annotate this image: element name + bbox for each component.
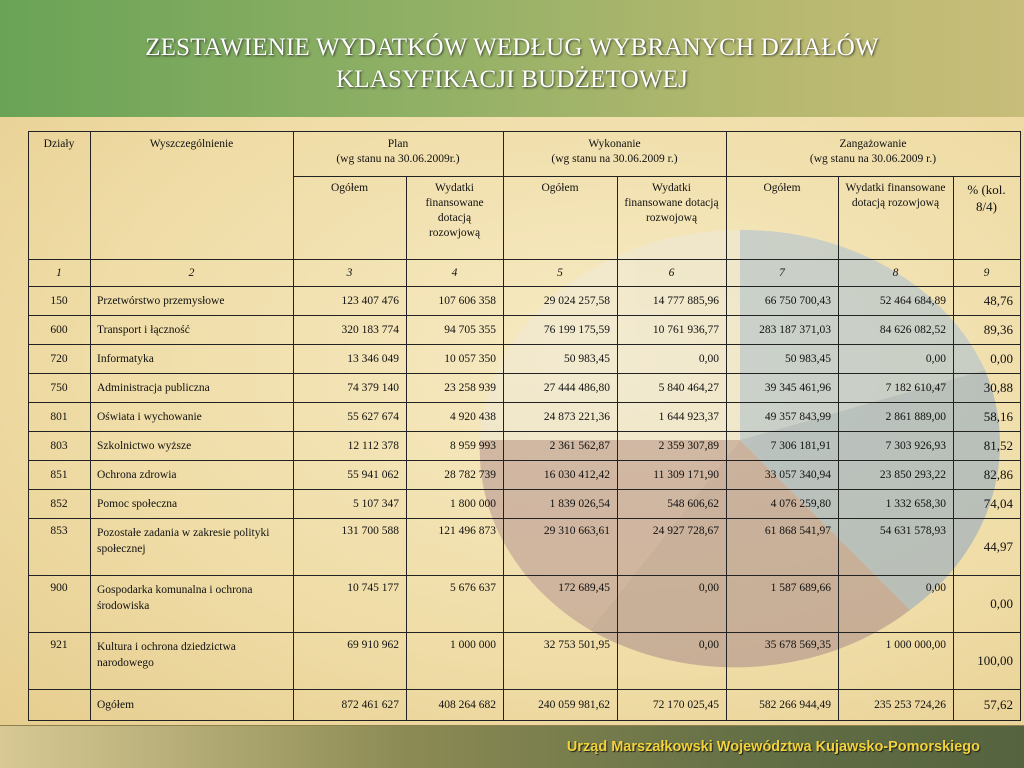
plan-total: 74 379 140 — [294, 374, 407, 403]
section-name: Pozostałe zadania w zakresie polityki społecznej — [91, 519, 294, 576]
execution-development-grant: 10 761 936,77 — [618, 316, 727, 345]
plan-total: 13 346 049 — [294, 345, 407, 374]
section-code — [29, 690, 91, 721]
execution-total: 50 983,45 — [504, 345, 618, 374]
execution-development-grant: 24 927 728,67 — [618, 519, 727, 576]
plan-development-grant: 4 920 438 — [407, 403, 504, 432]
commitment-percent: 48,76 — [954, 287, 1021, 316]
plan-development-grant: 121 496 873 — [407, 519, 504, 576]
table-row — [29, 519, 1021, 576]
section-name: Administracja publiczna — [91, 374, 294, 403]
budget-table — [28, 131, 1021, 721]
header-zaangazowanie — [727, 132, 1021, 177]
execution-total: 16 030 412,42 — [504, 461, 618, 490]
header-plan-wydatki: Wydatki finansowane dotacją rozowjową — [407, 177, 504, 260]
execution-development-grant: 0,00 — [618, 576, 727, 633]
commitment-total: 49 357 843,99 — [727, 403, 839, 432]
commitment-total: 7 306 181,91 — [727, 432, 839, 461]
commitment-development-grant: 54 631 578,93 — [839, 519, 954, 576]
title-banner — [0, 0, 1024, 117]
execution-development-grant: 11 309 171,90 — [618, 461, 727, 490]
commitment-total: 1 587 689,66 — [727, 576, 839, 633]
commitment-total: 283 187 371,03 — [727, 316, 839, 345]
header-wykonanie-note: (wg stanu na 30.06.2009 r.) — [551, 153, 678, 165]
column-index-row — [29, 260, 1021, 287]
section-code: 150 — [29, 287, 91, 316]
commitment-development-grant: 2 861 889,00 — [839, 403, 954, 432]
commitment-total: 66 750 700,43 — [727, 287, 839, 316]
execution-total: 172 689,45 — [504, 576, 618, 633]
execution-total: 2 361 562,87 — [504, 432, 618, 461]
footer-institution: Urząd Marszałkowski Województwa Kujawsko-Pomorskiego — [566, 739, 980, 755]
plan-total: 69 910 962 — [294, 633, 407, 690]
budget-table-container — [28, 131, 1021, 721]
column-index: 3 — [294, 260, 407, 287]
header-percent: % (kol. 8/4) — [954, 177, 1021, 260]
header-zaangazowanie-wydatki: Wydatki finansowane dotacją rozowjową — [839, 177, 954, 260]
commitment-total: 35 678 569,35 — [727, 633, 839, 690]
header-wykonanie-label: Wykonanie — [588, 138, 641, 150]
plan-total: 872 461 627 — [294, 690, 407, 721]
commitment-percent: 0,00 — [954, 576, 1021, 633]
plan-total: 131 700 588 — [294, 519, 407, 576]
commitment-total: 61 868 541,97 — [727, 519, 839, 576]
section-code: 720 — [29, 345, 91, 374]
plan-development-grant: 107 606 358 — [407, 287, 504, 316]
commitment-total: 50 983,45 — [727, 345, 839, 374]
table-row — [29, 287, 1021, 316]
section-code: 853 — [29, 519, 91, 576]
plan-development-grant: 408 264 682 — [407, 690, 504, 721]
plan-total: 12 112 378 — [294, 432, 407, 461]
section-name: Przetwórstwo przemysłowe — [91, 287, 294, 316]
commitment-development-grant: 0,00 — [839, 576, 954, 633]
section-code: 921 — [29, 633, 91, 690]
section-code: 851 — [29, 461, 91, 490]
execution-total: 32 753 501,95 — [504, 633, 618, 690]
header-wyszczegolnienie: Wyszczególnienie — [91, 132, 294, 260]
header-zaangazowanie-note: (wg stanu na 30.06.2009 r.) — [809, 153, 937, 165]
table-total-row — [29, 690, 1021, 721]
commitment-percent: 82,86 — [954, 461, 1021, 490]
section-name: Ogółem — [91, 690, 294, 721]
commitment-development-grant: 7 303 926,93 — [839, 432, 954, 461]
column-index: 1 — [29, 260, 91, 287]
commitment-percent: 57,62 — [954, 690, 1021, 721]
table-row — [29, 461, 1021, 490]
header-plan-label: Plan — [387, 138, 409, 150]
plan-total: 5 107 347 — [294, 490, 407, 519]
commitment-total: 4 076 259,80 — [727, 490, 839, 519]
execution-development-grant: 5 840 464,27 — [618, 374, 727, 403]
title-line-2: KLASYFIKACJI BUDŻETOWEJ — [335, 66, 689, 93]
section-code: 852 — [29, 490, 91, 519]
plan-development-grant: 1 000 000 — [407, 633, 504, 690]
plan-development-grant: 94 705 355 — [407, 316, 504, 345]
execution-total: 27 444 486,80 — [504, 374, 618, 403]
plan-development-grant: 5 676 637 — [407, 576, 504, 633]
commitment-percent: 0,00 — [954, 345, 1021, 374]
section-code: 600 — [29, 316, 91, 345]
plan-development-grant: 1 800 000 — [407, 490, 504, 519]
section-name: Pomoc społeczna — [91, 490, 294, 519]
table-row — [29, 576, 1021, 633]
commitment-development-grant: 84 626 082,52 — [839, 316, 954, 345]
plan-total: 123 407 476 — [294, 287, 407, 316]
section-name: Kultura i ochrona dziedzictwa narodowego — [91, 633, 294, 690]
plan-development-grant: 8 959 993 — [407, 432, 504, 461]
page-title — [0, 32, 1024, 96]
section-code: 803 — [29, 432, 91, 461]
header-plan-note: (wg stanu na 30.06.2009r.) — [336, 153, 460, 165]
commitment-total: 39 345 461,96 — [727, 374, 839, 403]
commitment-percent: 100,00 — [954, 633, 1021, 690]
section-name: Gospodarka komunalna i ochrona środowiska — [91, 576, 294, 633]
table-row — [29, 374, 1021, 403]
commitment-total: 33 057 340,94 — [727, 461, 839, 490]
commitment-development-grant: 235 253 724,26 — [839, 690, 954, 721]
table-row — [29, 345, 1021, 374]
header-plan — [294, 132, 504, 177]
execution-development-grant: 0,00 — [618, 345, 727, 374]
commitment-percent: 44,97 — [954, 519, 1021, 576]
plan-development-grant: 23 258 939 — [407, 374, 504, 403]
commitment-percent: 74,04 — [954, 490, 1021, 519]
commitment-development-grant: 7 182 610,47 — [839, 374, 954, 403]
footer-bar — [0, 726, 1024, 768]
section-code: 750 — [29, 374, 91, 403]
execution-total: 240 059 981,62 — [504, 690, 618, 721]
plan-total: 320 183 774 — [294, 316, 407, 345]
column-index: 8 — [839, 260, 954, 287]
section-code: 900 — [29, 576, 91, 633]
section-name: Transport i łączność — [91, 316, 294, 345]
commitment-development-grant: 52 464 684,89 — [839, 287, 954, 316]
header-wykonanie — [504, 132, 727, 177]
table-body — [29, 287, 1021, 721]
execution-development-grant: 72 170 025,45 — [618, 690, 727, 721]
title-line-1: ZESTAWIENIE WYDATKÓW WEDŁUG WYBRANYCH DZIAŁÓW — [145, 34, 879, 61]
execution-development-grant: 14 777 885,96 — [618, 287, 727, 316]
table-row — [29, 316, 1021, 345]
plan-development-grant: 28 782 739 — [407, 461, 504, 490]
column-index: 5 — [504, 260, 618, 287]
header-dzialy: Działy — [29, 132, 91, 260]
column-index: 4 — [407, 260, 504, 287]
header-wykonanie-ogolem: Ogółem — [504, 177, 618, 260]
execution-development-grant: 548 606,62 — [618, 490, 727, 519]
section-name: Szkolnictwo wyższe — [91, 432, 294, 461]
table-row — [29, 403, 1021, 432]
execution-total: 1 839 026,54 — [504, 490, 618, 519]
header-plan-ogolem: Ogółem — [294, 177, 407, 260]
commitment-percent: 58,16 — [954, 403, 1021, 432]
column-index: 2 — [91, 260, 294, 287]
table-row — [29, 633, 1021, 690]
commitment-total: 582 266 944,49 — [727, 690, 839, 721]
section-name: Ochrona zdrowia — [91, 461, 294, 490]
execution-total: 76 199 175,59 — [504, 316, 618, 345]
commitment-development-grant: 1 332 658,30 — [839, 490, 954, 519]
execution-development-grant: 0,00 — [618, 633, 727, 690]
commitment-percent: 81,52 — [954, 432, 1021, 461]
commitment-percent: 89,36 — [954, 316, 1021, 345]
commitment-development-grant: 0,00 — [839, 345, 954, 374]
plan-total: 55 627 674 — [294, 403, 407, 432]
execution-development-grant: 2 359 307,89 — [618, 432, 727, 461]
commitment-development-grant: 1 000 000,00 — [839, 633, 954, 690]
plan-total: 10 745 177 — [294, 576, 407, 633]
section-name: Oświata i wychowanie — [91, 403, 294, 432]
execution-total: 24 873 221,36 — [504, 403, 618, 432]
commitment-percent: 30,88 — [954, 374, 1021, 403]
column-index: 9 — [954, 260, 1021, 287]
column-index: 7 — [727, 260, 839, 287]
column-index: 6 — [618, 260, 727, 287]
execution-development-grant: 1 644 923,37 — [618, 403, 727, 432]
commitment-development-grant: 23 850 293,22 — [839, 461, 954, 490]
execution-total: 29 024 257,58 — [504, 287, 618, 316]
execution-total: 29 310 663,61 — [504, 519, 618, 576]
table-row — [29, 490, 1021, 519]
header-wykonanie-wydatki: Wydatki finansowane dotacją rozwojową — [618, 177, 727, 260]
table-row — [29, 432, 1021, 461]
section-code: 801 — [29, 403, 91, 432]
header-zaangazowanie-ogolem: Ogółem — [727, 177, 839, 260]
section-name: Informatyka — [91, 345, 294, 374]
plan-development-grant: 10 057 350 — [407, 345, 504, 374]
plan-total: 55 941 062 — [294, 461, 407, 490]
header-zaangazowanie-label: Zangażowanie — [839, 138, 907, 150]
